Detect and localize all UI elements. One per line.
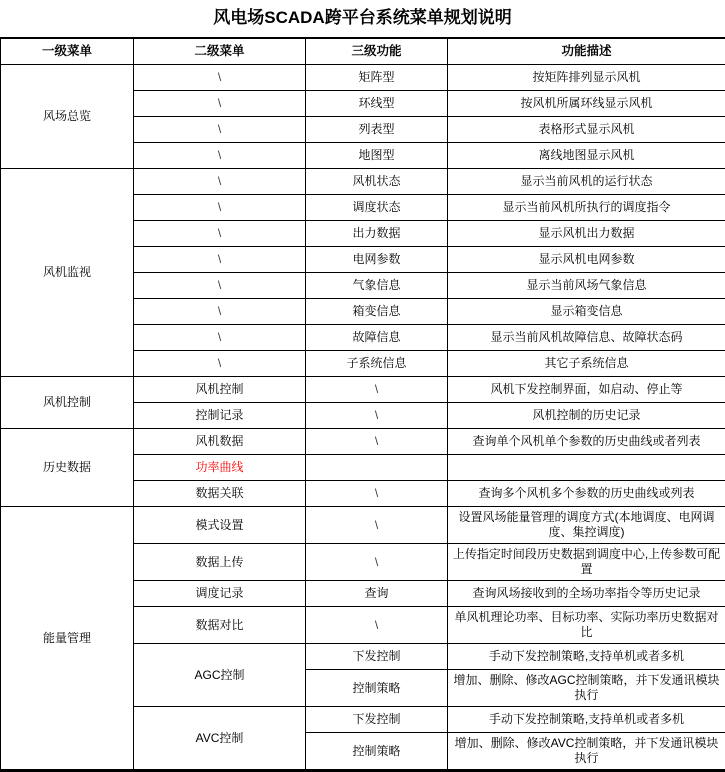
cell-level2: 数据对比 bbox=[134, 607, 306, 644]
cell-level2: \ bbox=[134, 325, 306, 351]
cell-desc: 查询风场接收到的全场功率指令等历史记录 bbox=[448, 581, 725, 607]
cell-level2: \ bbox=[134, 221, 306, 247]
cell-level2: \ bbox=[134, 143, 306, 169]
cell-level2: 数据关联 bbox=[134, 481, 306, 507]
table-row bbox=[1, 169, 725, 195]
cell-desc: 其它子系统信息 bbox=[448, 351, 725, 377]
cell-level2: 模式设置 bbox=[134, 507, 306, 544]
cell-desc: 增加、删除、修改AVC控制策略，并下发通讯模块执行 bbox=[448, 733, 725, 771]
menu-planning-table bbox=[0, 37, 725, 772]
cell-level2: \ bbox=[134, 273, 306, 299]
cell-level2-power-curve: 功率曲线 bbox=[134, 455, 306, 481]
cell-desc: 显示风机出力数据 bbox=[448, 221, 725, 247]
cell-level2: 风机控制 bbox=[134, 377, 306, 403]
cell-desc: 风机下发控制界面，如启动、停止等 bbox=[448, 377, 725, 403]
header-row bbox=[1, 38, 725, 65]
cell-desc: 上传指定时间段历史数据到调度中心,上传参数可配置 bbox=[448, 544, 725, 581]
cell-level1-history-data: 历史数据 bbox=[1, 429, 134, 507]
cell-level3: 控制策略 bbox=[306, 670, 448, 707]
cell-level2: 数据上传 bbox=[134, 544, 306, 581]
cell-level2-agc-control: AGC控制 bbox=[134, 644, 306, 707]
cell-level3: 下发控制 bbox=[306, 707, 448, 733]
cell-level3: 列表型 bbox=[306, 117, 448, 143]
cell-level2: \ bbox=[134, 351, 306, 377]
cell-level3: 故障信息 bbox=[306, 325, 448, 351]
cell-desc: 显示当前风机所执行的调度指令 bbox=[448, 195, 725, 221]
cell-desc: 查询单个风机单个参数的历史曲线或者列表 bbox=[448, 429, 725, 455]
table-header bbox=[1, 38, 725, 65]
cell-level2-avc-control: AVC控制 bbox=[134, 707, 306, 771]
cell-level3: 矩阵型 bbox=[306, 65, 448, 91]
cell-desc-empty bbox=[448, 455, 725, 481]
cell-level3: 环线型 bbox=[306, 91, 448, 117]
cell-level1-turbine-monitor: 风机监视 bbox=[1, 169, 134, 377]
table-row bbox=[1, 429, 725, 455]
cell-level2: \ bbox=[134, 117, 306, 143]
cell-level3: \ bbox=[306, 403, 448, 429]
table-row bbox=[1, 507, 725, 544]
table-row bbox=[1, 377, 725, 403]
cell-level2: \ bbox=[134, 299, 306, 325]
cell-desc: 手动下发控制策略,支持单机或者多机 bbox=[448, 644, 725, 670]
cell-level3: 电网参数 bbox=[306, 247, 448, 273]
header-function-desc: 功能描述 bbox=[448, 38, 725, 65]
cell-desc: 显示风机电网参数 bbox=[448, 247, 725, 273]
cell-desc: 显示箱变信息 bbox=[448, 299, 725, 325]
cell-level3: 地图型 bbox=[306, 143, 448, 169]
cell-level3: 出力数据 bbox=[306, 221, 448, 247]
cell-level3: \ bbox=[306, 377, 448, 403]
cell-desc: 显示当前风机故障信息、故障状态码 bbox=[448, 325, 725, 351]
cell-level2: \ bbox=[134, 65, 306, 91]
table-row bbox=[1, 65, 725, 91]
cell-level2: \ bbox=[134, 195, 306, 221]
header-level2-menu: 二级菜单 bbox=[134, 38, 306, 65]
cell-level3: \ bbox=[306, 544, 448, 581]
cell-desc: 离线地图显示风机 bbox=[448, 143, 725, 169]
cell-level2: \ bbox=[134, 169, 306, 195]
cell-level3: 调度状态 bbox=[306, 195, 448, 221]
cell-level1-energy-management: 能量管理 bbox=[1, 507, 134, 771]
cell-level3: \ bbox=[306, 429, 448, 455]
cell-level3: 控制策略 bbox=[306, 733, 448, 771]
cell-level1-farm-overview: 风场总览 bbox=[1, 65, 134, 169]
cell-desc: 表格形式显示风机 bbox=[448, 117, 725, 143]
cell-level3: 气象信息 bbox=[306, 273, 448, 299]
cell-level2: 控制记录 bbox=[134, 403, 306, 429]
cell-desc: 按矩阵排列显示风机 bbox=[448, 65, 725, 91]
cell-desc: 设置风场能量管理的调度方式(本地调度、电网调度、集控调度) bbox=[448, 507, 725, 544]
cell-level3: \ bbox=[306, 481, 448, 507]
cell-desc: 增加、删除、修改AGC控制策略，并下发通讯模块执行 bbox=[448, 670, 725, 707]
page-title: 风电场SCADA跨平台系统菜单规划说明 bbox=[0, 0, 725, 37]
cell-level3: 下发控制 bbox=[306, 644, 448, 670]
cell-desc: 查询多个风机多个参数的历史曲线或列表 bbox=[448, 481, 725, 507]
cell-desc: 按风机所属环线显示风机 bbox=[448, 91, 725, 117]
cell-desc: 显示当前风机的运行状态 bbox=[448, 169, 725, 195]
cell-level2: \ bbox=[134, 91, 306, 117]
cell-level3: \ bbox=[306, 507, 448, 544]
cell-level3: 风机状态 bbox=[306, 169, 448, 195]
header-level1-menu: 一级菜单 bbox=[1, 38, 134, 65]
cell-level1-turbine-control: 风机控制 bbox=[1, 377, 134, 429]
cell-desc: 风机控制的历史记录 bbox=[448, 403, 725, 429]
cell-level2: 调度记录 bbox=[134, 581, 306, 607]
cell-level2: \ bbox=[134, 247, 306, 273]
cell-level3: 子系统信息 bbox=[306, 351, 448, 377]
cell-level2: 风机数据 bbox=[134, 429, 306, 455]
cell-level3: 箱变信息 bbox=[306, 299, 448, 325]
cell-level3-empty bbox=[306, 455, 448, 481]
cell-level3: 查询 bbox=[306, 581, 448, 607]
cell-level3: \ bbox=[306, 607, 448, 644]
header-level3-function: 三级功能 bbox=[306, 38, 448, 65]
cell-desc: 单风机理论功率、目标功率、实际功率历史数据对比 bbox=[448, 607, 725, 644]
cell-desc: 手动下发控制策略,支持单机或者多机 bbox=[448, 707, 725, 733]
cell-desc: 显示当前风场气象信息 bbox=[448, 273, 725, 299]
